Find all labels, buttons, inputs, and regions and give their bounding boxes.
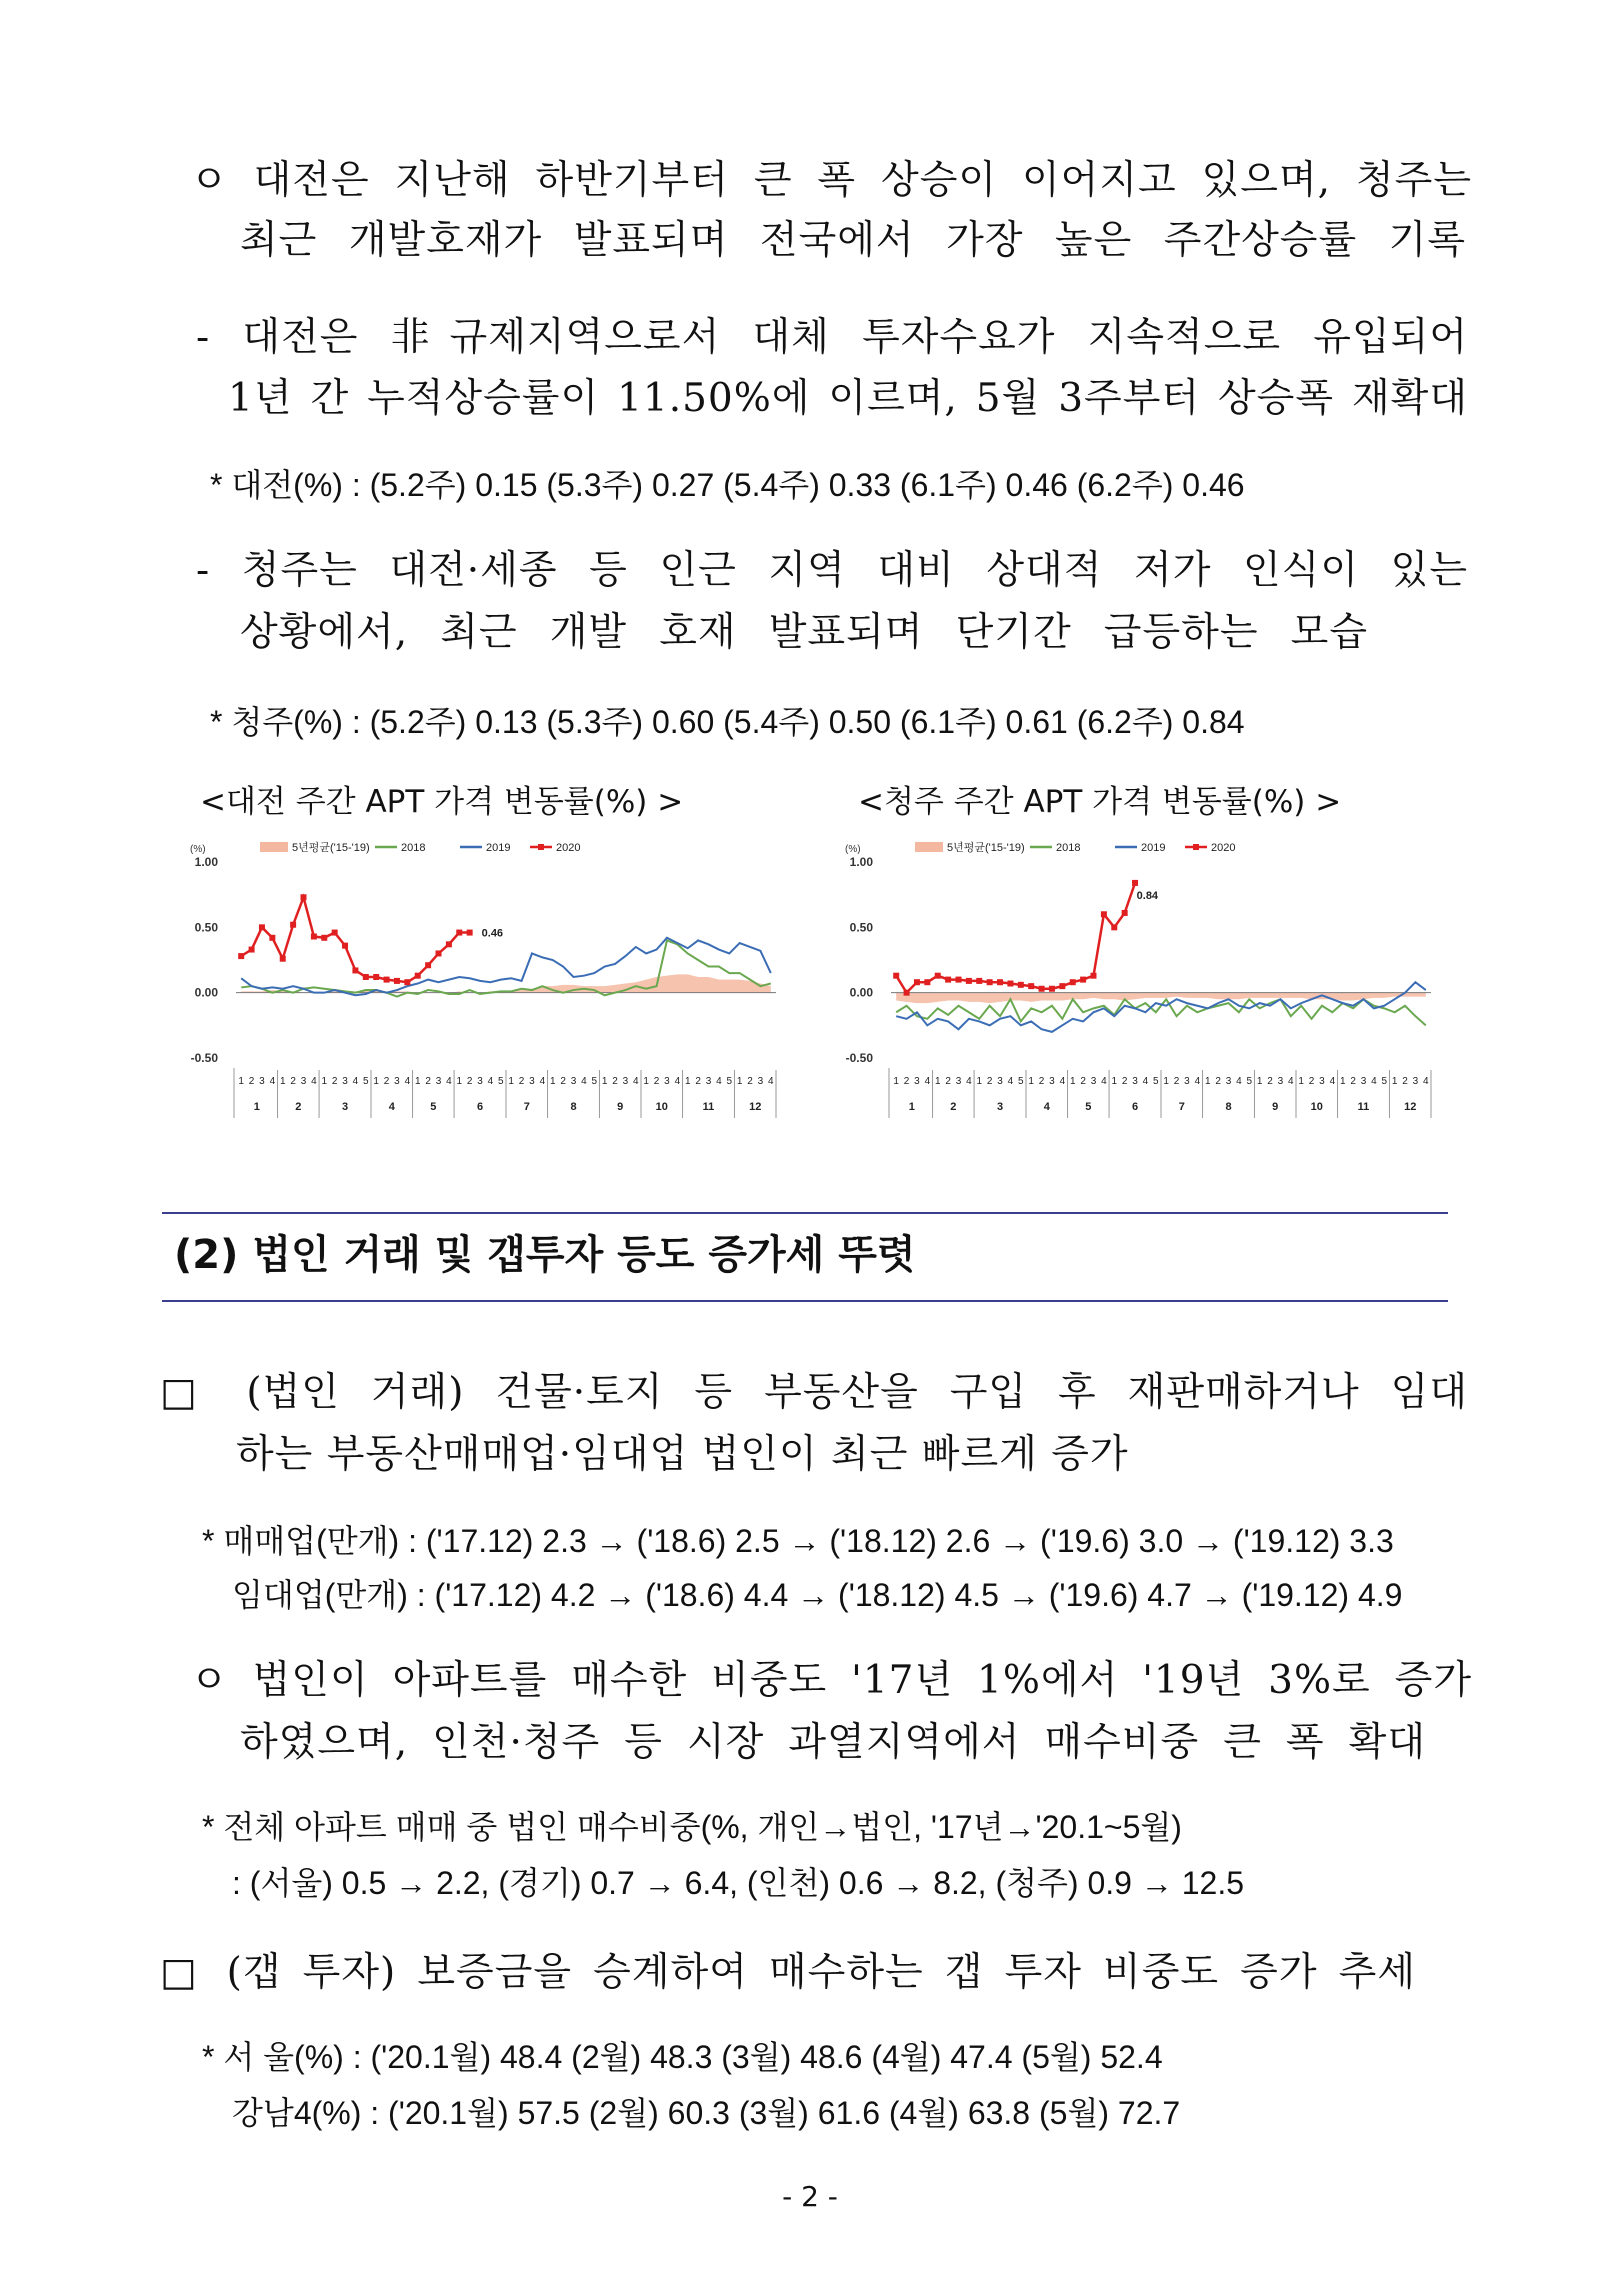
data-point <box>1132 880 1138 886</box>
legend-label: 2019 <box>1141 842 1166 854</box>
x-week-label: 1 <box>238 1076 244 1087</box>
x-week-label: 2 <box>747 1076 753 1087</box>
x-week-label: 3 <box>1225 1076 1232 1087</box>
note-rental-business: 임대업(만개) : ('17.12) 4.2 → ('18.6) 4.4 → ('18.12) 4.5 → ('19.6) 4.7 → ('19.12) 4.9 <box>232 1577 1403 1613</box>
data-label: 0.46 <box>481 927 504 940</box>
data-point <box>238 953 244 959</box>
legend-label: 2019 <box>486 842 511 854</box>
note-sales-business: * 매매업(만개) : ('17.12) 2.3 → ('18.6) 2.5 → ('18.12) 2.6 → ('19.6) 3.0 → ('19.12) 3.3 <box>202 1523 1394 1559</box>
x-week-label: 1 <box>736 1076 743 1087</box>
x-week-label: 4 <box>924 1076 931 1087</box>
x-month-label: 3 <box>341 1101 349 1113</box>
data-point <box>1111 924 1117 930</box>
x-week-label: 5 <box>726 1076 733 1087</box>
legend-label: 5년평균('15-'19) <box>947 842 1025 854</box>
x-week-label: 4 <box>1329 1076 1336 1087</box>
x-week-label: 1 <box>1298 1076 1304 1087</box>
x-week-label: 2 <box>903 1076 910 1087</box>
x-week-label: 3 <box>1412 1076 1419 1087</box>
x-week-label: 2 <box>560 1076 566 1087</box>
note-daejeon: * 대전(%) : (5.2주) 0.15 (5.3주) 0.27 (5.4주) 0.33 (6.1주) 0.46 (6.2주) 0.46 <box>210 467 1245 503</box>
data-point <box>425 962 431 968</box>
legend-item <box>375 842 425 854</box>
x-week-label: 1 <box>934 1076 941 1087</box>
x-week-label: 4 <box>404 1076 411 1087</box>
x-week-label: 3 <box>1319 1076 1325 1087</box>
x-week-label: 3 <box>997 1076 1003 1087</box>
data-point <box>1039 986 1045 992</box>
x-week-label: 1 <box>1111 1076 1118 1087</box>
x-week-label: 4 <box>1371 1076 1377 1087</box>
x-month-label: 8 <box>1225 1101 1232 1113</box>
data-point <box>924 979 930 985</box>
x-month-label: 1 <box>253 1101 260 1113</box>
x-week-label: 3 <box>300 1076 307 1087</box>
x-week-label: 3 <box>570 1076 577 1087</box>
data-point <box>249 947 255 953</box>
data-point <box>436 950 442 956</box>
x-month-label: 4 <box>388 1101 395 1113</box>
x-week-label: 3 <box>705 1076 712 1087</box>
para-3-line-2: 상황에서, 최근 개발 호재 발표되며 단기간 급등하는 모습 <box>240 610 1368 655</box>
legend-label: 2020 <box>556 842 581 854</box>
legend-label: 2018 <box>401 842 426 854</box>
x-week-label: 5 <box>591 1076 598 1087</box>
data-point <box>987 979 993 985</box>
x-week-label: 4 <box>581 1076 587 1087</box>
x-week-label: 3 <box>914 1076 920 1087</box>
x-month-label: 8 <box>570 1101 577 1113</box>
x-week-label: 2 <box>1215 1076 1221 1087</box>
x-week-label: 1 <box>321 1076 328 1087</box>
x-week-label: 4 <box>966 1076 972 1087</box>
x-month-label: 6 <box>1131 1101 1139 1113</box>
data-point <box>1018 982 1024 988</box>
x-month-label: 11 <box>702 1101 715 1113</box>
x-week-label: 2 <box>331 1076 338 1087</box>
data-point <box>456 930 462 936</box>
legend-marker <box>1193 844 1199 850</box>
x-week-label: 2 <box>1080 1076 1086 1087</box>
para-2-line-2: 1년 간 누적상승률이 11.50%에 이르며, 5월 3주부터 상승폭 재확대 <box>228 376 1468 421</box>
x-week-label: 4 <box>716 1076 722 1087</box>
x-month-label: 11 <box>1357 1101 1370 1113</box>
x-week-label: 2 <box>986 1076 993 1087</box>
x-month-label: 7 <box>1178 1101 1185 1113</box>
x-month-label: 12 <box>749 1101 762 1113</box>
x-week-label: 2 <box>1173 1076 1180 1087</box>
data-point <box>1070 979 1076 985</box>
x-week-label: 2 <box>425 1076 431 1087</box>
x-week-label: 3 <box>259 1076 265 1087</box>
x-month-label: 4 <box>1043 1101 1050 1113</box>
x-week-label: 1 <box>643 1076 649 1087</box>
legend-item <box>1115 842 1165 854</box>
legend-item <box>460 842 510 854</box>
x-week-label: 2 <box>653 1076 660 1087</box>
x-week-label: 2 <box>466 1076 473 1087</box>
note-cheongju: * 청주(%) : (5.2주) 0.13 (5.3주) 0.60 (5.4주) 0.50 (6.1주) 0.61 (6.2주) 0.84 <box>210 704 1245 740</box>
x-month-label: 1 <box>908 1101 915 1113</box>
data-point <box>394 978 400 984</box>
x-week-label: 1 <box>684 1076 691 1087</box>
para-4-line-1: □ (법인 거래) 건물·토지 등 부동산을 구입 후 재판매하거나 임대 <box>160 1370 1468 1415</box>
x-month-label: 10 <box>655 1101 668 1113</box>
x-week-label: 4 <box>352 1076 359 1087</box>
data-point <box>976 978 982 984</box>
x-week-label: 2 <box>612 1076 618 1087</box>
data-point <box>1049 986 1055 992</box>
y-tick-label: 0.50 <box>194 920 218 935</box>
para-4-line-2: 하는 부동산매매업·임대업 법인이 최근 빠르게 증가 <box>236 1432 1129 1477</box>
x-week-label: 2 <box>383 1076 390 1087</box>
x-week-label: 5 <box>1153 1076 1159 1087</box>
x-month-label: 12 <box>1404 1101 1417 1113</box>
x-week-label: 4 <box>1059 1076 1066 1087</box>
data-point <box>893 973 899 979</box>
x-week-label: 4 <box>1423 1076 1429 1087</box>
data-point <box>321 935 327 941</box>
data-point <box>332 930 338 936</box>
x-week-label: 1 <box>1256 1076 1263 1087</box>
legend-label: 5년평균('15-'19) <box>292 842 370 854</box>
y-tick-label: 0.00 <box>849 985 873 1000</box>
x-week-label: 3 <box>955 1076 962 1087</box>
y-tick-label: -0.50 <box>190 1051 218 1065</box>
x-month-label: 6 <box>476 1101 484 1113</box>
x-month-label: 10 <box>1310 1101 1323 1113</box>
data-point <box>904 990 910 996</box>
legend-label: 2020 <box>1211 842 1236 854</box>
x-week-label: 3 <box>394 1076 400 1087</box>
x-month-label: 7 <box>523 1101 530 1113</box>
x-week-label: 2 <box>290 1076 296 1087</box>
y-unit-label: (%) <box>190 844 206 855</box>
x-week-label: 2 <box>695 1076 701 1087</box>
note-seoul-gap: * 서 울(%) : ('20.1월) 48.4 (2월) 48.3 (3월) 48.6 (4월) 47.4 (5월) 52.4 <box>202 2039 1163 2075</box>
x-week-label: 2 <box>1350 1076 1356 1087</box>
data-point <box>363 974 369 980</box>
x-week-label: 2 <box>1308 1076 1315 1087</box>
x-week-label: 3 <box>435 1076 442 1087</box>
x-week-label: 1 <box>1204 1076 1211 1087</box>
para-2-line-1: - 대전은 非규제지역으로서 대체 투자수요가 지속적으로 유입되어 <box>196 315 1468 360</box>
x-week-label: 1 <box>456 1076 463 1087</box>
para-3-line-1: - 청주는 대전·세종 등 인근 지역 대비 상대적 저가 인식이 있는 <box>196 548 1468 593</box>
data-point <box>373 974 379 980</box>
data-point <box>342 943 348 949</box>
page-number: - 2 - <box>782 2180 838 2213</box>
data-point <box>467 930 473 936</box>
x-week-label: 2 <box>1267 1076 1273 1087</box>
x-week-label: 4 <box>633 1076 639 1087</box>
data-point <box>290 922 296 928</box>
x-week-label: 2 <box>1402 1076 1408 1087</box>
legend-item <box>915 840 1025 854</box>
data-point <box>1091 973 1097 979</box>
x-week-label: 5 <box>1246 1076 1253 1087</box>
y-tick-label: 0.00 <box>194 985 218 1000</box>
legend-swatch <box>260 842 288 852</box>
x-week-label: 3 <box>664 1076 670 1087</box>
x-week-label: 5 <box>1018 1076 1024 1087</box>
data-point <box>945 977 951 983</box>
y-tick-label: 0.50 <box>849 920 873 935</box>
data-point <box>415 973 421 979</box>
x-week-label: 1 <box>601 1076 608 1087</box>
x-week-label: 3 <box>477 1076 483 1087</box>
x-week-label: 4 <box>1194 1076 1201 1087</box>
y-unit-label: (%) <box>845 844 861 855</box>
data-point <box>956 977 962 983</box>
y-tick-label: -0.50 <box>845 1051 873 1065</box>
x-month-label: 5 <box>1085 1101 1092 1113</box>
x-week-label: 1 <box>373 1076 379 1087</box>
legend-marker <box>538 844 544 850</box>
x-week-label: 3 <box>342 1076 348 1087</box>
x-week-label: 1 <box>508 1076 514 1087</box>
data-point <box>997 979 1003 985</box>
x-week-label: 4 <box>1288 1076 1294 1087</box>
x-week-label: 4 <box>487 1076 494 1087</box>
x-week-label: 1 <box>279 1076 286 1087</box>
para-1-line-2: 최근 개발호재가 발표되며 전국에서 가장 높은 주간상승률 기록 <box>240 218 1466 263</box>
x-week-label: 1 <box>1391 1076 1398 1087</box>
data-label: 0.84 <box>1136 889 1159 902</box>
legend-item <box>530 842 580 854</box>
x-week-label: 5 <box>1381 1076 1388 1087</box>
x-month-label: 2 <box>950 1101 957 1113</box>
x-week-label: 2 <box>945 1076 951 1087</box>
data-point <box>1059 983 1065 989</box>
note-gangnam-gap: 강남4(%) : ('20.1월) 57.5 (2월) 60.3 (3월) 61.6 (4월) 63.8 (5월) 72.7 <box>232 2095 1181 2131</box>
y-tick-label: 1.00 <box>849 855 873 869</box>
x-week-label: 4 <box>1007 1076 1014 1087</box>
x-week-label: 5 <box>498 1076 504 1087</box>
x-week-label: 4 <box>1236 1076 1242 1087</box>
x-month-label: 9 <box>617 1101 624 1113</box>
x-week-label: 1 <box>893 1076 899 1087</box>
x-week-label: 1 <box>549 1076 556 1087</box>
cheongju-price-chart <box>825 830 1445 1120</box>
data-point <box>1007 981 1013 987</box>
data-point <box>1080 977 1086 983</box>
legend-item <box>260 840 370 854</box>
series-area <box>896 993 1426 1003</box>
legend-label: 2018 <box>1056 842 1081 854</box>
daejeon-price-chart <box>170 830 790 1120</box>
x-week-label: 2 <box>1121 1076 1128 1087</box>
x-week-label: 4 <box>446 1076 452 1087</box>
x-week-label: 2 <box>518 1076 525 1087</box>
data-point <box>914 979 920 985</box>
note-corporate-share-1: * 전체 아파트 매매 중 법인 매수비중(%, 개인→법인, '17년→'20.1~5월) <box>202 1809 1182 1845</box>
x-week-label: 2 <box>248 1076 255 1087</box>
x-week-label: 3 <box>1049 1076 1055 1087</box>
data-point <box>966 978 972 984</box>
x-week-label: 1 <box>414 1076 421 1087</box>
x-week-label: 1 <box>1069 1076 1076 1087</box>
series-line <box>896 883 1135 993</box>
x-week-label: 3 <box>1132 1076 1138 1087</box>
x-month-label: 3 <box>996 1101 1004 1113</box>
data-point <box>404 979 410 985</box>
data-point <box>1122 910 1128 916</box>
data-point <box>280 956 286 962</box>
x-week-label: 4 <box>539 1076 546 1087</box>
x-month-label: 9 <box>1272 1101 1279 1113</box>
x-week-label: 3 <box>1360 1076 1367 1087</box>
chart-title-cheongju: <청주 주간 APT 가격 변동률(%) > <box>858 784 1342 820</box>
x-week-label: 4 <box>1101 1076 1107 1087</box>
x-week-label: 3 <box>1090 1076 1097 1087</box>
x-week-label: 3 <box>1184 1076 1190 1087</box>
x-week-label: 4 <box>674 1076 681 1087</box>
data-point <box>301 894 307 900</box>
x-week-label: 2 <box>1038 1076 1045 1087</box>
data-point <box>259 924 265 930</box>
data-point <box>269 935 275 941</box>
x-month-label: 5 <box>430 1101 437 1113</box>
data-point <box>311 933 317 939</box>
chart-title-daejeon: <대전 주간 APT 가격 변동률(%) > <box>200 784 684 820</box>
legend-item <box>1185 842 1235 854</box>
data-point <box>1028 983 1034 989</box>
legend-item <box>1030 842 1080 854</box>
x-week-label: 4 <box>269 1076 276 1087</box>
x-week-label: 4 <box>311 1076 317 1087</box>
section-title: (2) 법인 거래 및 갭투자 등도 증가세 뚜렷 <box>174 1232 916 1278</box>
x-week-label: 1 <box>1339 1076 1346 1087</box>
x-week-label: 5 <box>363 1076 369 1087</box>
data-point <box>935 973 941 979</box>
legend-swatch <box>915 842 943 852</box>
data-point <box>384 977 390 983</box>
x-week-label: 1 <box>1028 1076 1034 1087</box>
x-week-label: 3 <box>1277 1076 1284 1087</box>
x-week-label: 3 <box>757 1076 764 1087</box>
series-area <box>241 974 771 992</box>
x-week-label: 3 <box>529 1076 535 1087</box>
data-point <box>1101 911 1107 917</box>
para-5-line-2: 하였으며, 인천·청주 등 시장 과열지역에서 매수비중 큰 폭 확대 <box>240 1720 1426 1765</box>
x-week-label: 1 <box>976 1076 983 1087</box>
para-6: □ (갭 투자) 보증금을 승계하여 매수하는 갭 투자 비중도 증가 추세 <box>160 1950 1416 1995</box>
y-tick-label: 1.00 <box>194 855 218 869</box>
data-point <box>352 967 358 973</box>
para-5-line-1: ㅇ 법인이 아파트를 매수한 비중도 '17년 1%에서 '19년 3%로 증가 <box>190 1658 1472 1703</box>
data-point <box>446 941 452 947</box>
x-week-label: 4 <box>768 1076 774 1087</box>
section-header <box>162 1212 1448 1302</box>
x-month-label: 2 <box>295 1101 302 1113</box>
note-corporate-share-2: : (서울) 0.5 → 2.2, (경기) 0.7 → 6.4, (인천) 0.6 → 8.2, (청주) 0.9 → 12.5 <box>232 1865 1245 1901</box>
x-week-label: 4 <box>1142 1076 1149 1087</box>
x-week-label: 3 <box>622 1076 629 1087</box>
para-1-line-1: ㅇ 대전은 지난해 하반기부터 큰 폭 상승이 이어지고 있으며, 청주는 <box>190 158 1472 203</box>
x-week-label: 1 <box>1163 1076 1169 1087</box>
